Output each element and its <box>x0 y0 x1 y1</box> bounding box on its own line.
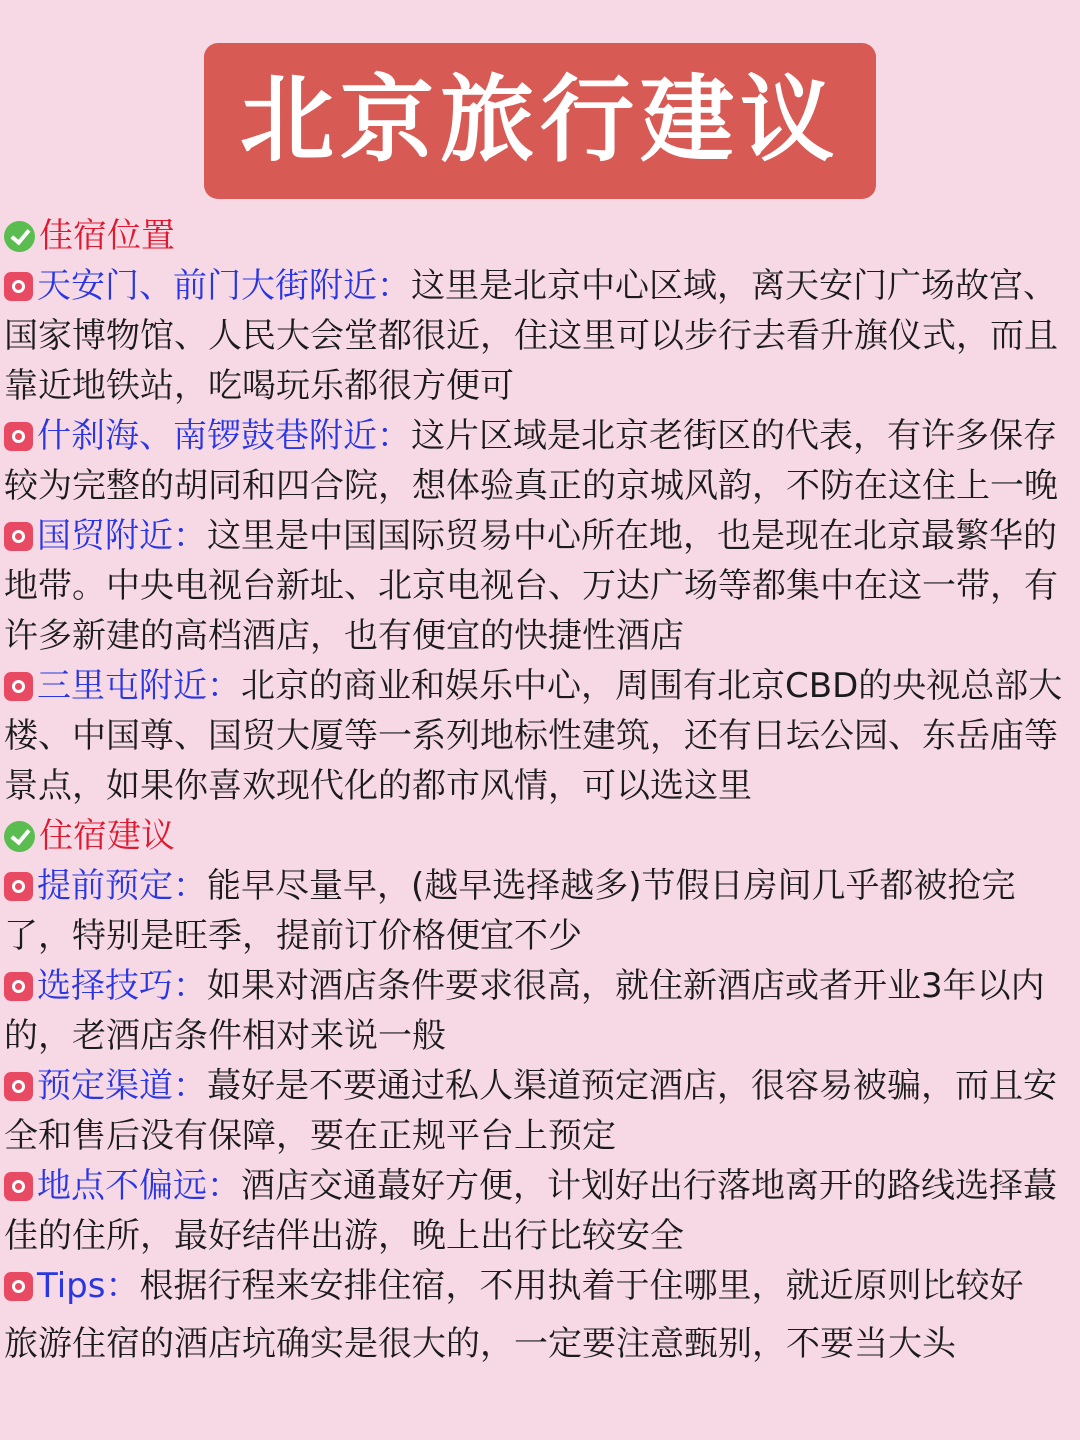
list-item <box>4 511 1076 661</box>
o-button-icon <box>4 972 33 1001</box>
item-text: 如果对酒店条件要求很高，就住新酒店或者开业3年以内的，老酒店条件相对来说一般 <box>4 966 1045 1056</box>
list-item <box>4 1161 1076 1261</box>
list-item <box>4 961 1076 1061</box>
item-text: 这里是中国国际贸易中心所在地，也是现在北京最繁华的地带。中央电视台新址、北京电视台、万达广场等都集中在这一带，有许多新建的高档酒店，也有便宜的快捷性酒店 <box>4 516 1058 656</box>
o-button-icon <box>4 422 33 451</box>
check-icon <box>4 221 35 252</box>
list-item <box>4 261 1076 411</box>
o-button-icon <box>4 872 33 901</box>
o-button-icon <box>4 672 33 701</box>
closing-note: 旅游住宿的酒店坑确实是很大的，一定要注意甄别，不要当大头 <box>4 1324 956 1364</box>
item-label: 三里屯附近： <box>37 666 241 706</box>
page-title: 北京旅行建议 <box>239 66 840 175</box>
section-heading-location <box>4 211 1076 261</box>
list-item <box>4 1061 1076 1161</box>
list-item <box>4 411 1076 511</box>
o-button-icon <box>4 272 33 301</box>
item-text: 根据行程来安排住宿，不用执着于住哪里，就近原则比较好 <box>139 1266 1024 1306</box>
list-item <box>4 861 1076 961</box>
item-label: 国贸附近： <box>37 516 207 556</box>
content <box>4 211 1076 1369</box>
item-label: 地点不偏远： <box>37 1166 241 1206</box>
item-label: 什刹海、南锣鼓巷附近： <box>37 416 411 456</box>
item-text: 这片区域是北京老街区的代表，有许多保存较为完整的胡同和四合院，想体验真正的京城风韵，不防在这住上一晚 <box>4 416 1058 506</box>
title-banner <box>204 43 876 199</box>
o-button-icon <box>4 1272 33 1301</box>
o-button-icon <box>4 1172 33 1201</box>
o-button-icon <box>4 1072 33 1101</box>
section-heading-text: 住宿建议 <box>39 816 175 856</box>
check-icon <box>4 821 35 852</box>
item-label: 选择技巧： <box>37 966 207 1006</box>
section-heading-advice <box>4 811 1076 861</box>
section-heading-text: 佳宿位置 <box>39 216 175 256</box>
item-text: 北京的商业和娱乐中心，周围有北京CBD的央视总部大楼、中国尊、国贸大厦等一系列地标性建筑，还有日坛公园、东岳庙等景点，如果你喜欢现代化的都市风情，可以选这里 <box>4 666 1063 806</box>
item-text: 蕞好是不要通过私人渠道预定酒店，很容易被骗，而且安全和售后没有保障，要在正规平台上预定 <box>4 1066 1057 1156</box>
o-button-icon <box>4 522 33 551</box>
item-text: 酒店交通蕞好方便，计划好出行落地离开的路线选择蕞佳的住所，最好结伴出游，晚上出行比较安全 <box>4 1166 1057 1256</box>
item-label: 天安门、前门大街附近： <box>37 266 411 306</box>
item-label: Tips： <box>37 1266 140 1306</box>
list-item <box>4 661 1076 811</box>
list-item-tips <box>4 1261 1076 1311</box>
item-label: 提前预定： <box>37 866 207 906</box>
item-text: 能早尽量早，(越早选择越多)节假日房间几乎都被抢完了，特别是旺季，提前订价格便宜不少 <box>4 866 1016 956</box>
item-text: 这里是北京中心区域，离天安门广场故宫、国家博物馆、人民大会堂都很近，住这里可以步行去看升旗仪式，而且靠近地铁站，吃喝玩乐都很方便可 <box>4 266 1058 406</box>
item-label: 预定渠道： <box>37 1066 207 1106</box>
